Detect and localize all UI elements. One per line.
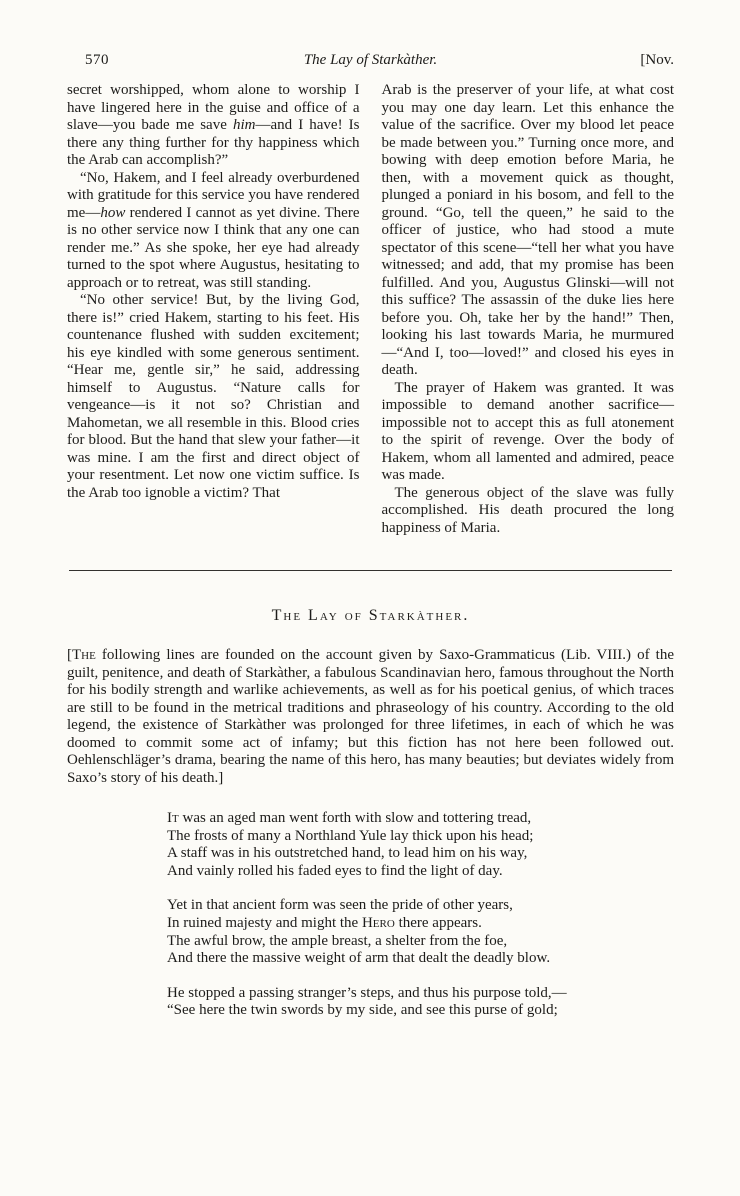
page-number: 570: [85, 52, 109, 68]
paragraph: “No, Hakem, and I feel already overburdened with gratitude for this service you have rendered me—how rendered I cannot as yet divine. There is no other service now I think that any one can render me.” As she spoke, her eye had already turned to the spot where Augustus, hesitating to approach or to retreat, was still standing.: [67, 169, 360, 291]
right-column: [382, 82, 675, 537]
verse-line: He stopped a passing stranger’s steps, and thus his purpose told,—: [167, 984, 567, 1001]
verse-line: The frosts of many a Northland Yule lay thick upon his head;: [167, 827, 534, 844]
poem: [67, 810, 674, 1020]
paragraph: The generous object of the slave was fully accomplished. His death procured the long happiness of Maria.: [381, 484, 674, 536]
stanza: [167, 985, 674, 1020]
verse-line: A staff was in his outstretched hand, to lead him on his way,: [167, 845, 528, 862]
verse-line: In ruined majesty and might the Hero there appears.: [167, 914, 482, 931]
poem-introduction: [The following lines are founded on the account given by Saxo-Grammaticus (Lib. VIII.) of the guilt, penitence, and death of Starkàther, a fabulous Scandinavian hero, famous throughout the North for his bodily strength and warlike achievements, as well as for his poetical genius, of which traces are still to be found in the metrical traditions and phraseology of his country. According to the old legend, the existence of Starkàther was prolonged for three lifetimes, in each of which he was doomed to commit some act of infamy; but this fiction has not here been followed out. Oehlenschläger’s drama, bearing the name of this hero, has many beauties; but deviates widely from Saxo’s story of his death.]: [67, 647, 674, 786]
verse-line: It was an aged man went forth with slow and tottering tread,: [167, 810, 532, 826]
verse-line: And vainly rolled his faded eyes to find the light of day.: [167, 862, 503, 879]
verse-line: Yet in that ancient form was seen the pride of other years,: [167, 897, 513, 914]
running-title: The Lay of Starkàther.: [303, 52, 438, 68]
poem-title: The Lay of Starkàther.: [271, 607, 470, 624]
paragraph: “No other service! But, by the living God, there is!” cried Hakem, starting to his feet. His countenance flushed with sudden excitement; his eye kindled with some generous sentiment. “Hear me, gentle sir,” he said, addressing himself to Augustus. “Nature calls for vengeance—is it not so? Christian and Mahometan, we all resemble in this. Blood cries for blood. But the hand that slew your father—it was mine. I am the first and direct object of your resentment. Let now one victim suffice. Is the Arab too ignoble a victim? That: [67, 292, 360, 501]
issue-label: [Nov.: [640, 52, 674, 68]
verse-line: “See here the twin swords by my side, and see this purse of gold;: [167, 1002, 558, 1019]
verse-line: And there the massive weight of arm that dealt the deadly blow.: [167, 950, 551, 967]
stanza: [167, 897, 674, 967]
page-header: [67, 52, 674, 69]
verse-line: The awful brow, the ample breast, a shelter from the foe,: [167, 932, 508, 949]
paragraph: Arab is the preserver of your life, at what cost you may one day learn. Let this enhance the value of the sacrifice. Over my blood let peace be made between you.” Turning once more, and bowing with deep emotion before Maria, he then, with a movement quick as thought, plunged a poniard in his bosom, and fell to the ground. “Go, tell the queen,” he said to the officer of justice, who had stood a mute spectator of this scene—“tell her what you have witnessed; and add, that my promise has been fulfilled. And you, Augustus Glinski—will not this suffice? The assassin of the duke lies here before you. Oh, take her by the hand!” Then, looking his last towards Maria, he murmured—“And I, too—loved!” and closed his eyes in death.: [381, 82, 674, 378]
paragraph: The prayer of Hakem was granted. It was impossible to demand another sacrifice—impossible not to accept this as full atonement to the spirit of revenge. Over the body of Hakem, whom all lamented and admired, peace was made.: [381, 379, 674, 483]
stanza: [167, 810, 674, 880]
two-column-text: [67, 82, 674, 537]
paragraph: secret worshipped, whom alone to worship I have lingered here in the guise and office of a slave—you bade me save him—and I have! Is there any thing further for thy happiness which the Arab can accomplish?”: [67, 82, 360, 168]
left-column: [67, 82, 360, 537]
section-divider: [69, 570, 672, 571]
